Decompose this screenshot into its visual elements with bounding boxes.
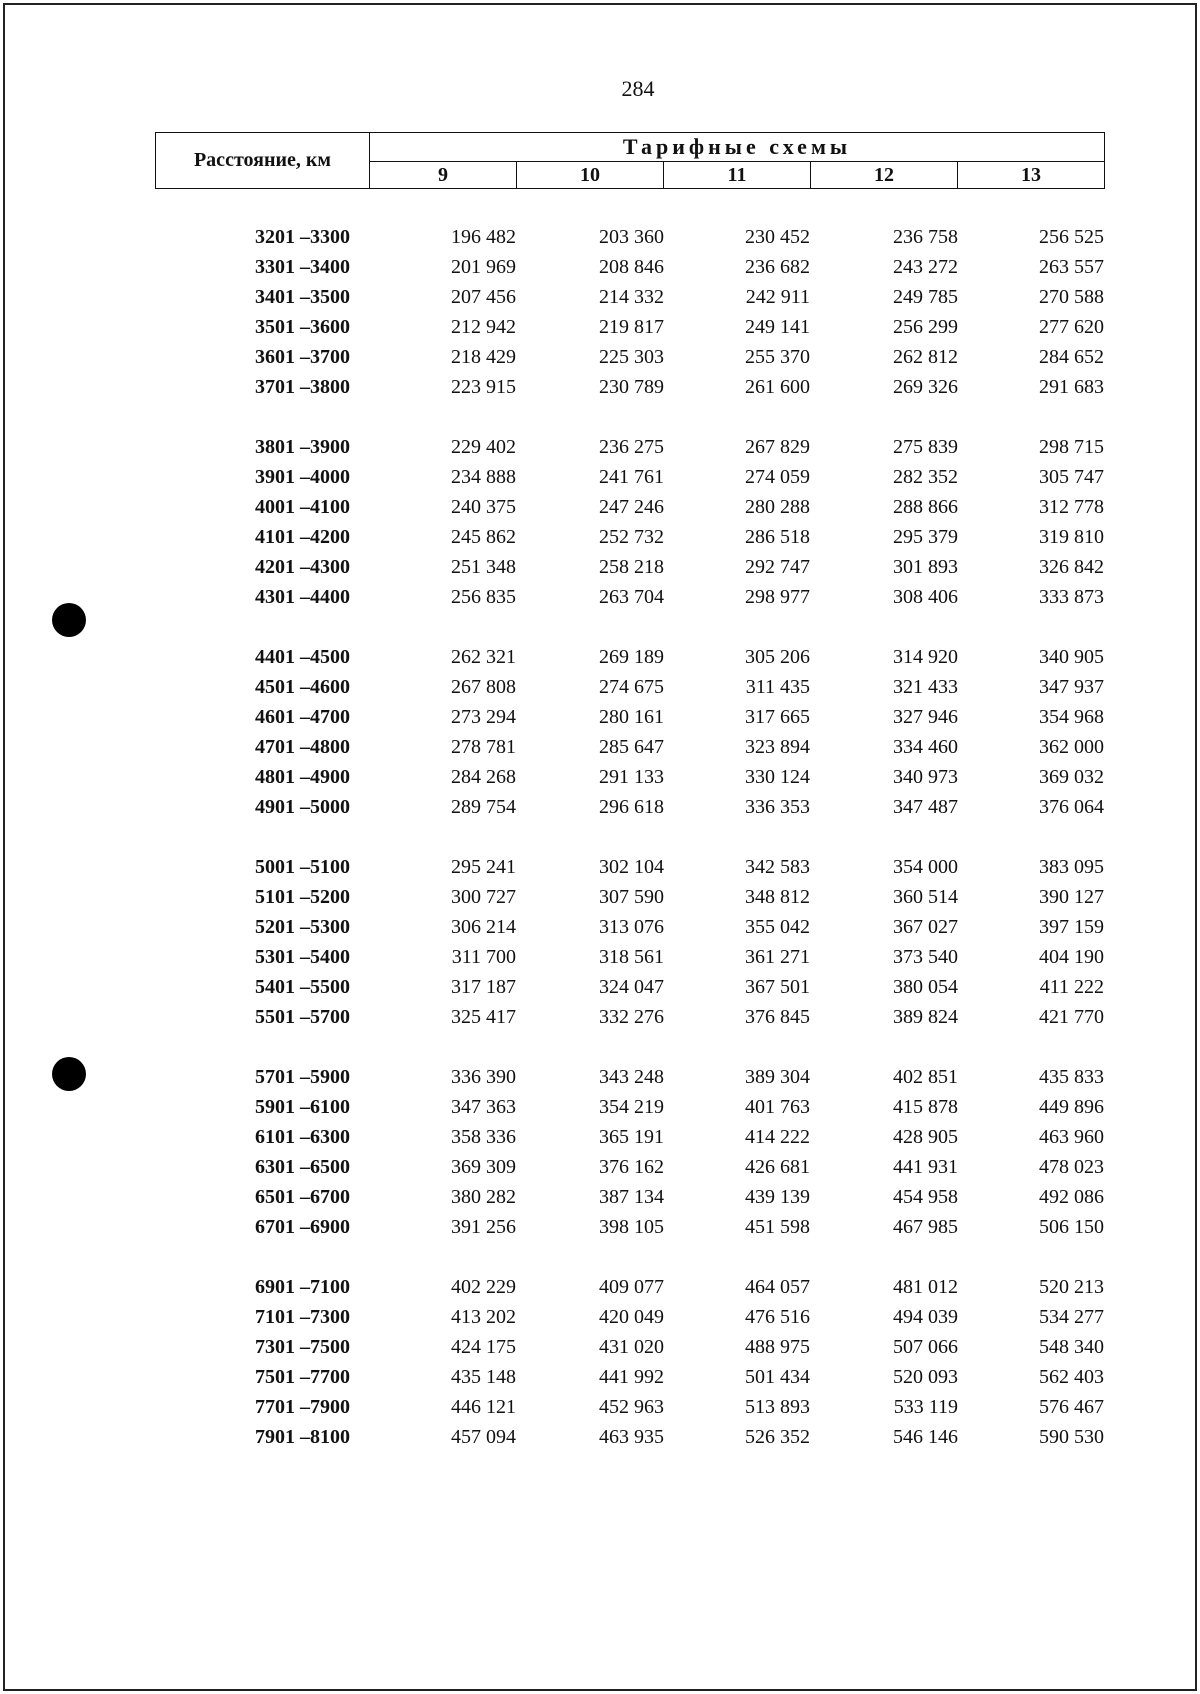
- tariff-value: 214 332: [599, 286, 664, 308]
- table-row: [0, 462, 1200, 492]
- distance-range: 6701 –6900: [255, 1216, 350, 1238]
- tariff-value: 243 272: [893, 256, 958, 278]
- distance-range: 5401 –5500: [255, 976, 350, 998]
- tariff-value: 562 403: [1039, 1366, 1104, 1388]
- table-row: [0, 642, 1200, 672]
- tariff-value: 249 785: [893, 286, 958, 308]
- table-row: [0, 1212, 1200, 1242]
- tariff-value: 454 958: [893, 1186, 958, 1208]
- tariff-value: 361 271: [745, 946, 810, 968]
- tariff-value: 292 747: [745, 556, 810, 578]
- tariff-value: 282 352: [893, 466, 958, 488]
- distance-range: 5701 –5900: [255, 1066, 350, 1088]
- tariff-value: 428 905: [893, 1126, 958, 1148]
- tariff-value: 534 277: [1039, 1306, 1104, 1328]
- tariff-value: 389 824: [893, 1006, 958, 1028]
- distance-range: 4701 –4800: [255, 736, 350, 758]
- distance-range: 3901 –4000: [255, 466, 350, 488]
- row-group: [0, 852, 1200, 1032]
- tariff-value: 420 049: [599, 1306, 664, 1328]
- tariff-value: 291 683: [1039, 376, 1104, 398]
- tariff-value: 391 256: [451, 1216, 516, 1238]
- tariff-value: 269 189: [599, 646, 664, 668]
- table-row: [0, 1302, 1200, 1332]
- tariff-value: 323 894: [745, 736, 810, 758]
- tariff-value: 256 525: [1039, 226, 1104, 248]
- tariff-value: 415 878: [893, 1096, 958, 1118]
- tariff-value: 326 842: [1039, 556, 1104, 578]
- tariff-value: 526 352: [745, 1426, 810, 1448]
- tariff-value: 267 829: [745, 436, 810, 458]
- tariff-value: 275 839: [893, 436, 958, 458]
- distance-range: 7901 –8100: [255, 1426, 350, 1448]
- distance-range: 7101 –7300: [255, 1306, 350, 1328]
- tariff-value: 347 363: [451, 1096, 516, 1118]
- tariff-value: 402 229: [451, 1276, 516, 1298]
- tariff-value: 270 588: [1039, 286, 1104, 308]
- tariff-value: 376 064: [1039, 796, 1104, 818]
- tariff-value: 225 303: [599, 346, 664, 368]
- tariff-value: 343 248: [599, 1066, 664, 1088]
- distance-range: 3701 –3800: [255, 376, 350, 398]
- column-header-9: 9: [370, 162, 517, 189]
- table-row: [0, 1362, 1200, 1392]
- distance-range: 3201 –3300: [255, 226, 350, 248]
- tariff-value: 300 727: [451, 886, 516, 908]
- tariff-value: 452 963: [599, 1396, 664, 1418]
- tariff-value: 273 294: [451, 706, 516, 728]
- tariff-value: 262 321: [451, 646, 516, 668]
- tariff-value: 306 214: [451, 916, 516, 938]
- punch-hole: [52, 603, 86, 637]
- tariff-value: 336 390: [451, 1066, 516, 1088]
- tariff-value: 590 530: [1039, 1426, 1104, 1448]
- tariff-value: 387 134: [599, 1186, 664, 1208]
- distance-range: 3401 –3500: [255, 286, 350, 308]
- tariff-value: 318 561: [599, 946, 664, 968]
- tariff-value: 229 402: [451, 436, 516, 458]
- tariff-value: 439 139: [745, 1186, 810, 1208]
- tariff-value: 249 141: [745, 316, 810, 338]
- table-row: [0, 492, 1200, 522]
- table-row: [0, 552, 1200, 582]
- tariff-value: 274 675: [599, 676, 664, 698]
- tariff-value: 367 027: [893, 916, 958, 938]
- tariff-value: 389 304: [745, 1066, 810, 1088]
- tariff-value: 390 127: [1039, 886, 1104, 908]
- row-group: [0, 642, 1200, 822]
- tariff-value: 446 121: [451, 1396, 516, 1418]
- tariff-value: 431 020: [599, 1336, 664, 1358]
- tariff-value: 380 282: [451, 1186, 516, 1208]
- table-row: [0, 762, 1200, 792]
- tariff-value: 348 812: [745, 886, 810, 908]
- tariff-value: 397 159: [1039, 916, 1104, 938]
- distance-range: 5301 –5400: [255, 946, 350, 968]
- tariff-value: 269 326: [893, 376, 958, 398]
- tariff-value: 426 681: [745, 1156, 810, 1178]
- table-row: [0, 372, 1200, 402]
- tariff-value: 219 817: [599, 316, 664, 338]
- distance-range: 5201 –5300: [255, 916, 350, 938]
- tariff-value: 383 095: [1039, 856, 1104, 878]
- tariff-value: 365 191: [599, 1126, 664, 1148]
- tariff-value: 305 206: [745, 646, 810, 668]
- distance-range: 3801 –3900: [255, 436, 350, 458]
- tariff-value: 481 012: [893, 1276, 958, 1298]
- tariff-value: 463 935: [599, 1426, 664, 1448]
- table-row: [0, 1182, 1200, 1212]
- tariff-value: 285 647: [599, 736, 664, 758]
- tariff-value: 301 893: [893, 556, 958, 578]
- tariff-value: 252 732: [599, 526, 664, 548]
- tariff-value: 457 094: [451, 1426, 516, 1448]
- tariff-value: 295 241: [451, 856, 516, 878]
- row-group: [0, 222, 1200, 402]
- table-row: [0, 972, 1200, 1002]
- tariff-value: 324 047: [599, 976, 664, 998]
- tariff-value: 501 434: [745, 1366, 810, 1388]
- table-row: [0, 312, 1200, 342]
- tariff-value: 280 161: [599, 706, 664, 728]
- tariff-value: 288 866: [893, 496, 958, 518]
- tariff-value: 546 146: [893, 1426, 958, 1448]
- column-header-13: 13: [958, 162, 1105, 189]
- tariff-value: 230 789: [599, 376, 664, 398]
- tariff-value: 513 893: [745, 1396, 810, 1418]
- tariff-value: 441 931: [893, 1156, 958, 1178]
- distance-range: 6301 –6500: [255, 1156, 350, 1178]
- tariff-value: 234 888: [451, 466, 516, 488]
- table-row: [0, 732, 1200, 762]
- tariff-value: 291 133: [599, 766, 664, 788]
- tariff-value: 334 460: [893, 736, 958, 758]
- tariff-value: 413 202: [451, 1306, 516, 1328]
- table-row: [0, 792, 1200, 822]
- tariff-value: 236 275: [599, 436, 664, 458]
- distance-range: 6901 –7100: [255, 1276, 350, 1298]
- tariff-value: 280 288: [745, 496, 810, 518]
- tariff-value: 494 039: [893, 1306, 958, 1328]
- tariff-value: 376 845: [745, 1006, 810, 1028]
- tariff-value: 317 187: [451, 976, 516, 998]
- tariff-value: 207 456: [451, 286, 516, 308]
- tariff-value: 284 268: [451, 766, 516, 788]
- tariff-value: 262 812: [893, 346, 958, 368]
- column-header-11: 11: [664, 162, 811, 189]
- tariff-value: 311 700: [451, 946, 516, 968]
- tariff-value: 369 032: [1039, 766, 1104, 788]
- tariff-value: 261 600: [745, 376, 810, 398]
- tariff-value: 402 851: [893, 1066, 958, 1088]
- distance-range: 7701 –7900: [255, 1396, 350, 1418]
- tariff-value: 435 148: [451, 1366, 516, 1388]
- tariff-value: 263 704: [599, 586, 664, 608]
- tariff-value: 354 000: [893, 856, 958, 878]
- table-row: [0, 912, 1200, 942]
- tariff-value: 241 761: [599, 466, 664, 488]
- table-row: [0, 1422, 1200, 1452]
- tariff-value: 305 747: [1039, 466, 1104, 488]
- tariff-value: 307 590: [599, 886, 664, 908]
- tariff-value: 376 162: [599, 1156, 664, 1178]
- table-row: [0, 582, 1200, 612]
- distance-range: 6101 –6300: [255, 1126, 350, 1148]
- tariff-value: 236 682: [745, 256, 810, 278]
- tariff-value: 467 985: [893, 1216, 958, 1238]
- tariff-value: 274 059: [745, 466, 810, 488]
- distance-range: 3601 –3700: [255, 346, 350, 368]
- tariff-value: 317 665: [745, 706, 810, 728]
- tariff-value: 424 175: [451, 1336, 516, 1358]
- tariff-value: 449 896: [1039, 1096, 1104, 1118]
- table-row: [0, 282, 1200, 312]
- tariff-value: 208 846: [599, 256, 664, 278]
- tariff-value: 286 518: [745, 526, 810, 548]
- tariff-value: 354 219: [599, 1096, 664, 1118]
- tariff-value: 435 833: [1039, 1066, 1104, 1088]
- distance-range: 4801 –4900: [255, 766, 350, 788]
- tariff-value: 267 808: [451, 676, 516, 698]
- distance-range: 4001 –4100: [255, 496, 350, 518]
- distance-range: 5501 –5700: [255, 1006, 350, 1028]
- distance-range: 7301 –7500: [255, 1336, 350, 1358]
- tariff-value: 360 514: [893, 886, 958, 908]
- column-header-10: 10: [517, 162, 664, 189]
- tariff-value: 520 093: [893, 1366, 958, 1388]
- tariff-value: 256 299: [893, 316, 958, 338]
- tariff-value: 314 920: [893, 646, 958, 668]
- distance-range: 6501 –6700: [255, 1186, 350, 1208]
- table-row: [0, 342, 1200, 372]
- tariff-value: 401 763: [745, 1096, 810, 1118]
- tariff-value: 463 960: [1039, 1126, 1104, 1148]
- tariff-value: 340 973: [893, 766, 958, 788]
- tariff-value: 242 911: [745, 286, 810, 308]
- page-number: 284: [621, 76, 655, 101]
- distance-range: 4501 –4600: [255, 676, 350, 698]
- tariff-value: 256 835: [451, 586, 516, 608]
- tariff-value: 319 810: [1039, 526, 1104, 548]
- tariff-value: 245 862: [451, 526, 516, 548]
- table-row: [0, 702, 1200, 732]
- tariff-value: 289 754: [451, 796, 516, 818]
- tariff-value: 298 715: [1039, 436, 1104, 458]
- tariff-value: 414 222: [745, 1126, 810, 1148]
- tariff-value: 342 583: [745, 856, 810, 878]
- tariff-value: 312 778: [1039, 496, 1104, 518]
- table-row: [0, 252, 1200, 282]
- distance-range: 5001 –5100: [255, 856, 350, 878]
- tariff-value: 295 379: [893, 526, 958, 548]
- tariff-value: 325 417: [451, 1006, 516, 1028]
- tariff-value: 520 213: [1039, 1276, 1104, 1298]
- tariff-value: 212 942: [451, 316, 516, 338]
- table-row: [0, 1272, 1200, 1302]
- tariff-value: 277 620: [1039, 316, 1104, 338]
- distance-range: 4401 –4500: [255, 646, 350, 668]
- table-row: [0, 1002, 1200, 1032]
- column-header-12: 12: [811, 162, 958, 189]
- tariff-value: 478 023: [1039, 1156, 1104, 1178]
- distance-range: 4201 –4300: [255, 556, 350, 578]
- tariff-value: 373 540: [893, 946, 958, 968]
- tariff-value: 507 066: [893, 1336, 958, 1358]
- table-row: [0, 522, 1200, 552]
- tariff-value: 327 946: [893, 706, 958, 728]
- tariff-value: 347 487: [893, 796, 958, 818]
- tariff-value: 203 360: [599, 226, 664, 248]
- table-row: [0, 1062, 1200, 1092]
- tariff-value: 333 873: [1039, 586, 1104, 608]
- tariff-schemes-header: Тарифные схемы: [370, 133, 1105, 162]
- tariff-value: 533 119: [893, 1396, 958, 1418]
- tariff-value: 464 057: [745, 1276, 810, 1298]
- tariff-value: 332 276: [599, 1006, 664, 1028]
- distance-range: 3501 –3600: [255, 316, 350, 338]
- tariff-value: 492 086: [1039, 1186, 1104, 1208]
- tariff-value: 441 992: [599, 1366, 664, 1388]
- tariff-value: 358 336: [451, 1126, 516, 1148]
- tariff-value: 308 406: [893, 586, 958, 608]
- table-row: [0, 1092, 1200, 1122]
- tariff-value: 247 246: [599, 496, 664, 518]
- tariff-value: 367 501: [745, 976, 810, 998]
- tariff-value: 196 482: [451, 226, 516, 248]
- distance-range: 4601 –4700: [255, 706, 350, 728]
- tariff-value: 278 781: [451, 736, 516, 758]
- distance-range: 5901 –6100: [255, 1096, 350, 1118]
- table-row: [0, 432, 1200, 462]
- tariff-value: 451 598: [745, 1216, 810, 1238]
- tariff-value: 296 618: [599, 796, 664, 818]
- tariff-value: 321 433: [893, 676, 958, 698]
- table-row: [0, 672, 1200, 702]
- tariff-value: 298 977: [745, 586, 810, 608]
- tariff-value: 548 340: [1039, 1336, 1104, 1358]
- table-row: [0, 1122, 1200, 1152]
- table-row: [0, 882, 1200, 912]
- tariff-value: 340 905: [1039, 646, 1104, 668]
- tariff-value: 263 557: [1039, 256, 1104, 278]
- tariff-value: 506 150: [1039, 1216, 1104, 1238]
- row-group: [0, 432, 1200, 612]
- tariff-value: 223 915: [451, 376, 516, 398]
- distance-range: 4301 –4400: [255, 586, 350, 608]
- table-row: [0, 222, 1200, 252]
- table-row: [0, 942, 1200, 972]
- tariff-value: 369 309: [451, 1156, 516, 1178]
- tariff-value: 302 104: [599, 856, 664, 878]
- tariff-value: 240 375: [451, 496, 516, 518]
- distance-header: Расстояние, км: [156, 133, 370, 189]
- tariff-value: 398 105: [599, 1216, 664, 1238]
- tariff-value: 354 968: [1039, 706, 1104, 728]
- row-group: [0, 1272, 1200, 1452]
- tariff-value: 404 190: [1039, 946, 1104, 968]
- tariff-value: 218 429: [451, 346, 516, 368]
- tariff-value: 421 770: [1039, 1006, 1104, 1028]
- table-row: [0, 1392, 1200, 1422]
- tariff-value: 258 218: [599, 556, 664, 578]
- row-group: [0, 1062, 1200, 1242]
- tariff-value: 355 042: [745, 916, 810, 938]
- tariff-value: 409 077: [599, 1276, 664, 1298]
- tariff-value: 380 054: [893, 976, 958, 998]
- tariff-value: 576 467: [1039, 1396, 1104, 1418]
- tariff-value: 488 975: [745, 1336, 810, 1358]
- distance-range: 4901 –5000: [255, 796, 350, 818]
- punch-hole: [52, 1057, 86, 1091]
- tariff-value: 251 348: [451, 556, 516, 578]
- tariff-value: 411 222: [1039, 976, 1104, 998]
- tariff-value: 347 937: [1039, 676, 1104, 698]
- tariff-value: 313 076: [599, 916, 664, 938]
- tariff-value: 284 652: [1039, 346, 1104, 368]
- tariff-value: 330 124: [745, 766, 810, 788]
- table-row: [0, 1332, 1200, 1362]
- tariff-value: 362 000: [1039, 736, 1104, 758]
- tariff-value: 201 969: [451, 256, 516, 278]
- distance-range: 5101 –5200: [255, 886, 350, 908]
- table-row: [0, 1152, 1200, 1182]
- tariff-value: 476 516: [745, 1306, 810, 1328]
- tariff-value: 230 452: [745, 226, 810, 248]
- tariff-value: 255 370: [745, 346, 810, 368]
- tariff-value: 311 435: [745, 676, 810, 698]
- table-row: [0, 852, 1200, 882]
- distance-range: 3301 –3400: [255, 256, 350, 278]
- table-header: [155, 132, 1105, 189]
- tariff-value: 336 353: [745, 796, 810, 818]
- distance-range: 4101 –4200: [255, 526, 350, 548]
- table-body: [0, 222, 1200, 1482]
- distance-range: 7501 –7700: [255, 1366, 350, 1388]
- tariff-value: 236 758: [893, 226, 958, 248]
